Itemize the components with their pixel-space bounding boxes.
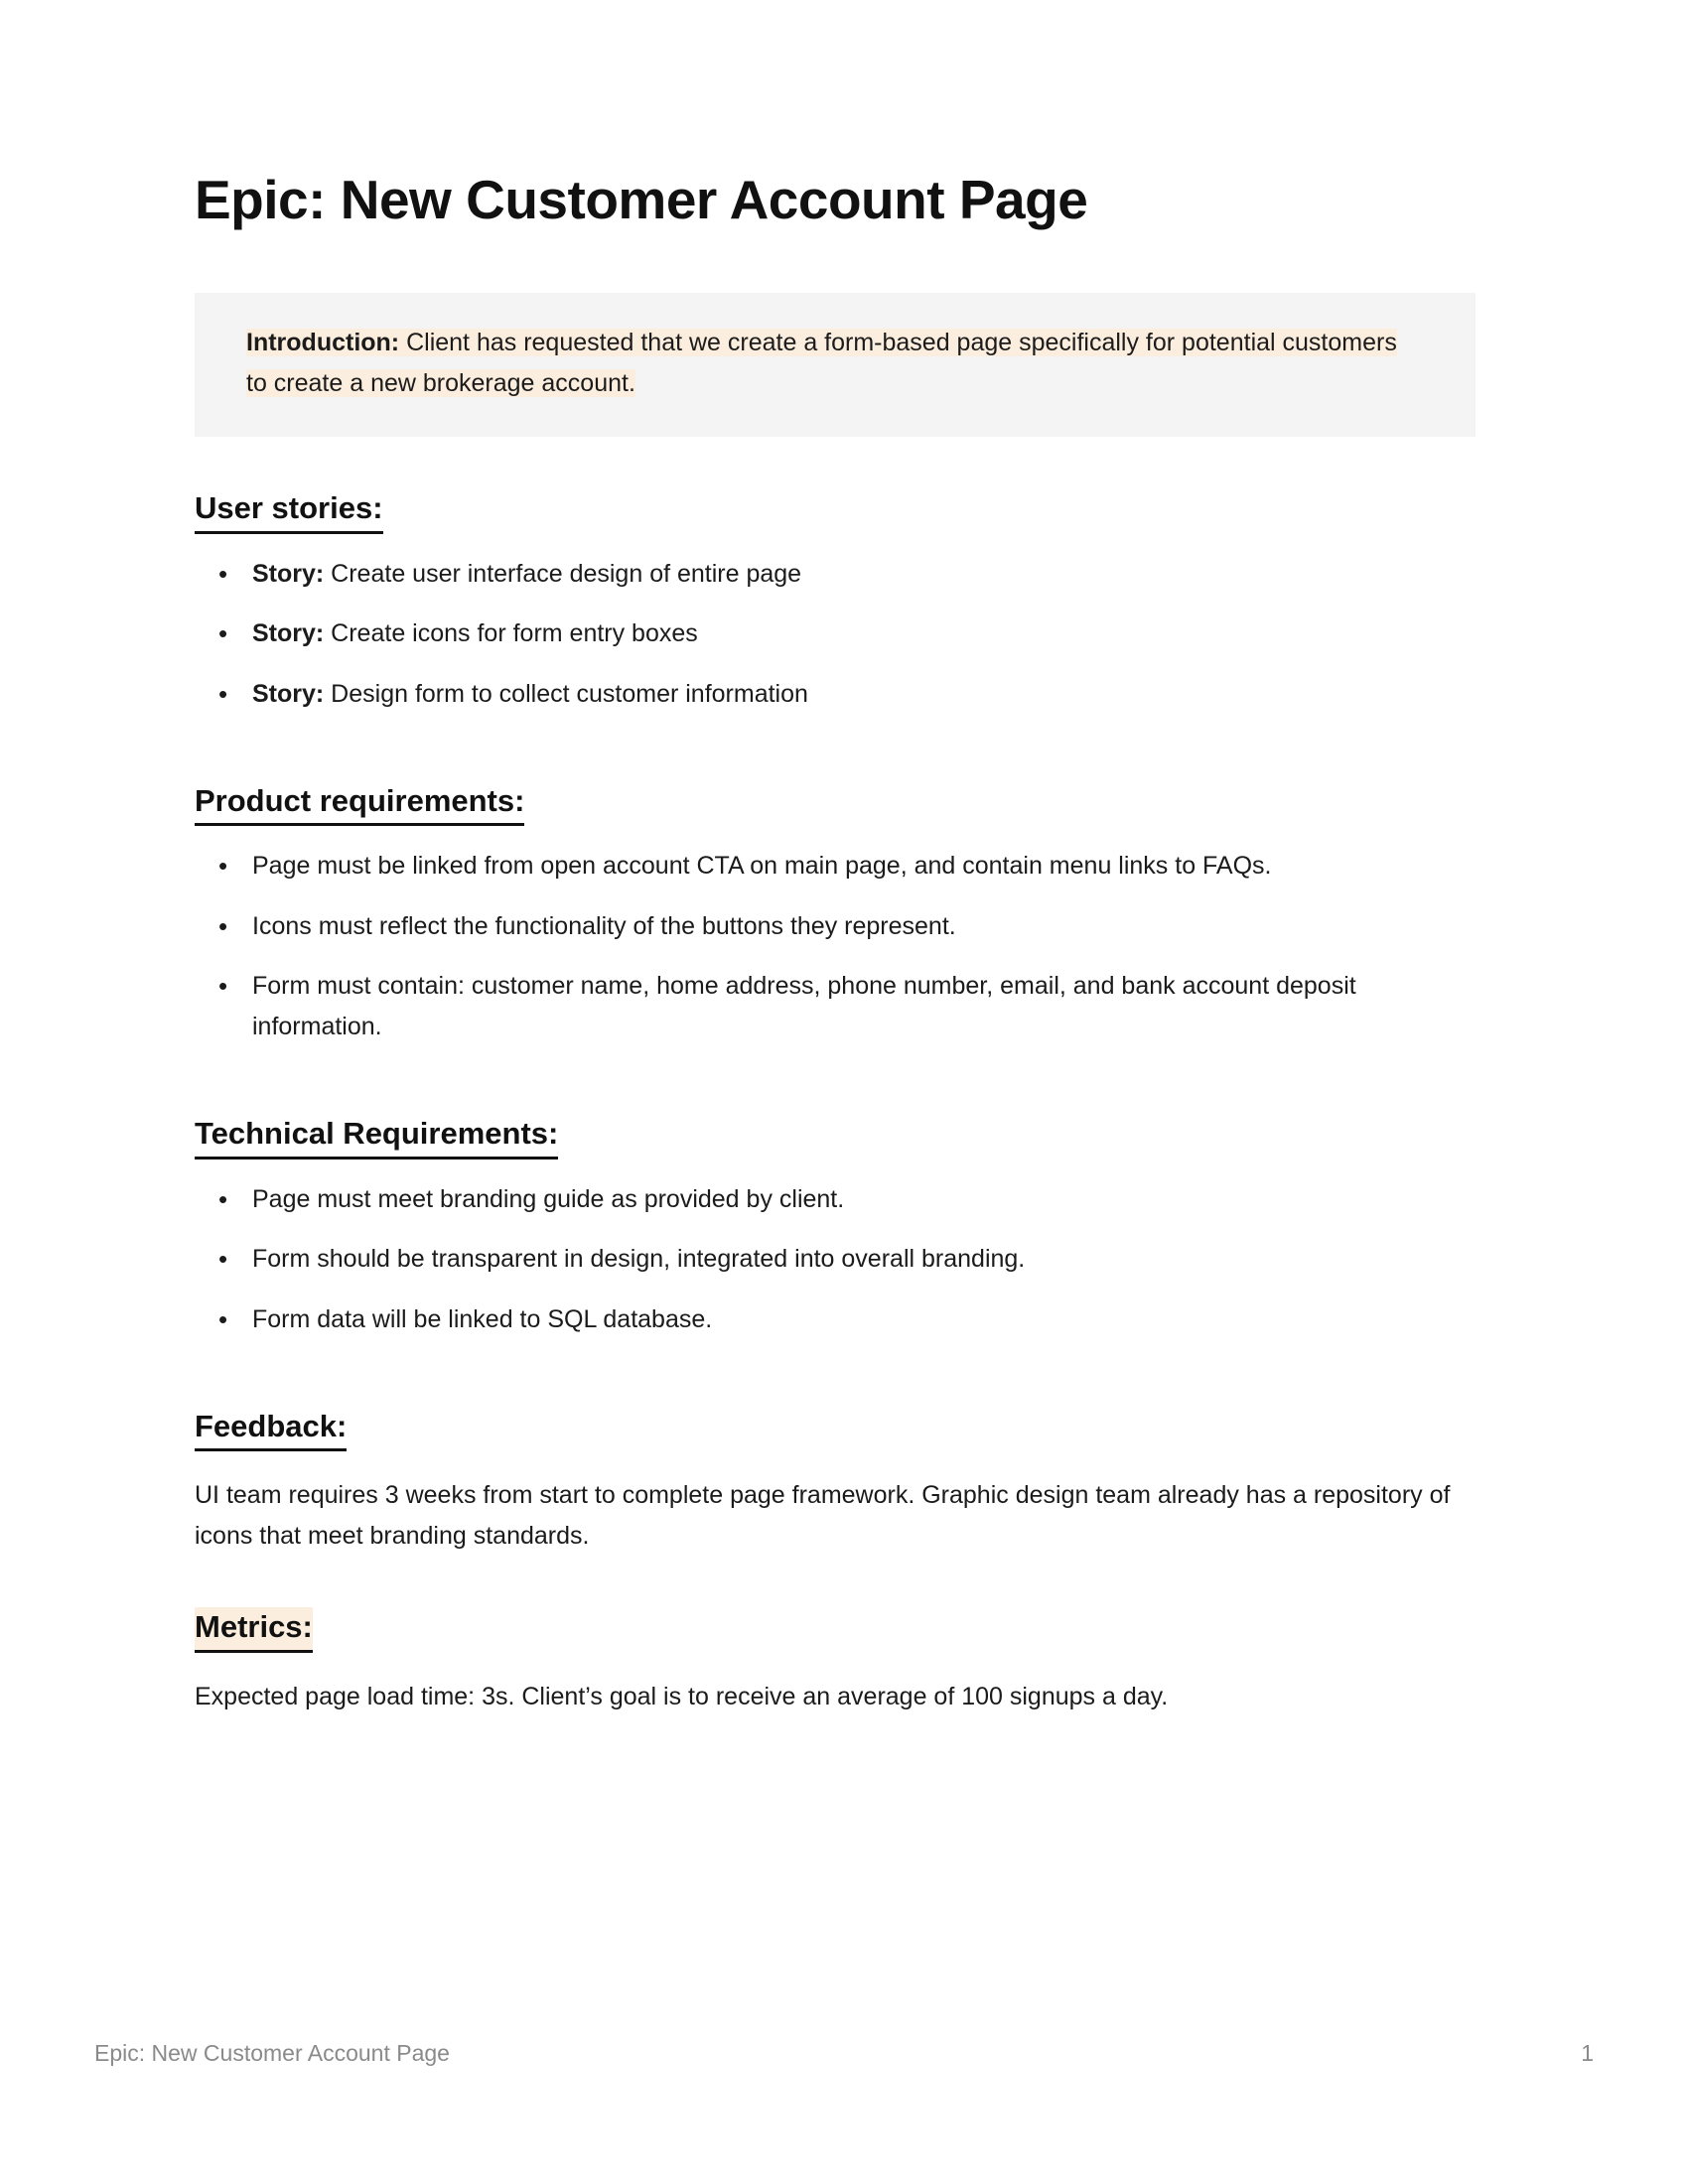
user-stories-list	[195, 554, 1476, 715]
list-item	[252, 554, 1476, 595]
list-item-label: Story:	[252, 559, 325, 588]
list-item	[252, 1179, 1476, 1220]
section-metrics	[195, 1560, 1476, 1716]
introduction-text	[246, 323, 1424, 403]
list-item-text: Create icons for form entry boxes	[324, 619, 698, 648]
list-item-text: Design form to collect customer information	[324, 679, 808, 708]
section-feedback	[195, 1359, 1476, 1556]
list-item-text: Form must contain: customer name, home address, phone number, email, and bank account deposit information.	[252, 972, 1356, 1040]
section-heading-product-requirements: Product requirements:	[195, 781, 524, 826]
list-item	[252, 906, 1476, 947]
technical-requirements-list	[195, 1179, 1476, 1340]
list-item-label: Story:	[252, 619, 325, 648]
list-item-text: Create user interface design of entire page	[324, 559, 802, 588]
introduction-callout	[195, 293, 1476, 437]
list-item	[252, 846, 1476, 887]
list-item	[252, 1239, 1476, 1280]
section-user-stories	[195, 441, 1476, 714]
section-technical-requirements	[195, 1066, 1476, 1339]
section-heading-metrics: Metrics:	[195, 1607, 313, 1652]
document-body	[195, 169, 1476, 1716]
section-heading-technical-requirements: Technical Requirements:	[195, 1114, 558, 1159]
section-heading-feedback: Feedback:	[195, 1407, 347, 1451]
introduction-body: Client has requested that we create a form-based page specifically for potential customers to create a new brokerage account.	[246, 329, 1397, 397]
list-item-label: Story:	[252, 679, 325, 708]
list-item	[252, 966, 1476, 1046]
list-item	[252, 614, 1476, 654]
list-item-text: Icons must reflect the functionality of the buttons they represent.	[252, 911, 956, 940]
list-item	[252, 674, 1476, 715]
list-item-text: Page must meet branding guide as provided by client.	[252, 1184, 845, 1213]
page-footer	[94, 2040, 1594, 2067]
feedback-text: UI team requires 3 weeks from start to complete page framework. Graphic design team already has a repository of icons that meet branding standards.	[195, 1481, 1451, 1550]
metrics-text: Expected page load time: 3s. Client’s goal is to receive an average of 100 signups a day.	[195, 1682, 1169, 1710]
product-requirements-list	[195, 846, 1476, 1046]
footer-document-title: Epic: New Customer Account Page	[94, 2040, 450, 2066]
section-product-requirements	[195, 734, 1476, 1046]
list-item-text: Form should be transparent in design, integrated into overall branding.	[252, 1245, 1026, 1274]
footer-page-number: 1	[1581, 2040, 1594, 2066]
list-item	[252, 1299, 1476, 1340]
section-heading-user-stories: User stories:	[195, 488, 383, 533]
page-title: Epic: New Customer Account Page	[195, 169, 1088, 230]
list-item-text: Page must be linked from open account CTA on main page, and contain menu links to FAQs.	[252, 852, 1272, 881]
list-item-text: Form data will be linked to SQL database.	[252, 1304, 713, 1333]
introduction-label: Introduction:	[246, 329, 400, 357]
